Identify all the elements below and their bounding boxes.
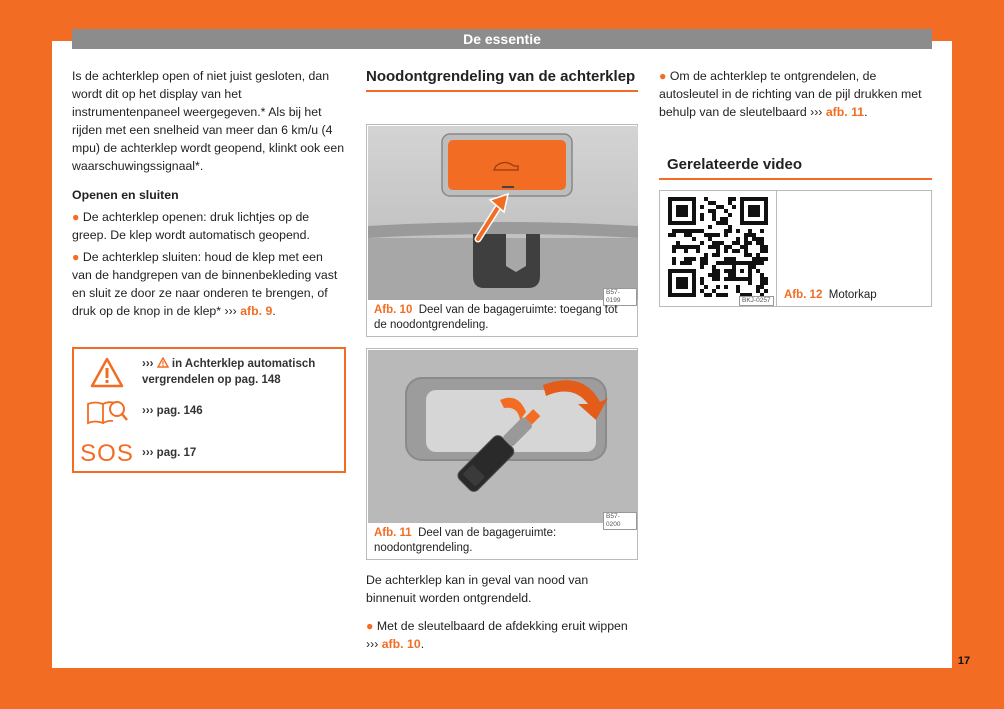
figure-10-caption — [374, 303, 630, 333]
ref-arrow: ››› — [810, 105, 823, 119]
subheading-open-close: Openen en sluiten — [72, 188, 179, 202]
small-warning-icon — [157, 358, 172, 370]
figure-ref-link[interactable]: afb. 9 — [240, 304, 273, 318]
figure-10-code: B57-0199 — [603, 288, 637, 306]
figure-11 — [366, 348, 638, 560]
figure-11-caption — [374, 526, 630, 556]
figure-10-illustration — [368, 126, 638, 300]
qr-code-icon[interactable] — [668, 197, 768, 297]
list-item-pry-cover — [366, 617, 638, 653]
bullet-icon: ● — [366, 619, 374, 633]
figure-12-code: BKJ-0257 — [739, 296, 774, 306]
sentence-end: . — [272, 304, 276, 318]
intro-paragraph: Is de achterklep open of niet juist gesloten, dan wordt dit op het display van het instrumentenpaneel weergegeven.* Als bij het rijden met een snelheid van meer dan 6 km/u (4 mpu) de achterklep wordt geopend, klinkt ook een waarschuwingssignaal*. — [72, 69, 345, 173]
figure-12-label: Afb. 12 — [784, 289, 823, 301]
ref-arrow: ››› — [142, 358, 154, 370]
column-left — [72, 67, 346, 320]
section-title-emergency-release: Noodontgrendeling van de achterklep — [366, 67, 638, 92]
sentence-end: . — [864, 105, 868, 119]
ref-arrow: ››› — [366, 637, 379, 651]
figure-12 — [659, 190, 932, 307]
figure-11-code: B57-0200 — [603, 512, 637, 530]
ref-arrow: ››› — [224, 304, 237, 318]
bullet-icon: ● — [72, 210, 80, 224]
sos-icon: SOS — [80, 440, 134, 467]
section-title-related-video: Gerelateerde video — [659, 155, 932, 180]
list-item-unlock — [659, 67, 932, 121]
reference-text-warning[interactable] — [142, 356, 342, 388]
chapter-header: De essentie — [72, 29, 932, 49]
figure-10 — [366, 124, 638, 337]
page-number: 17 — [957, 655, 971, 667]
figure-ref-link[interactable]: afb. 11 — [825, 105, 865, 119]
reference-row-warning — [74, 353, 344, 393]
list-item-pry-cover-text: Met de sleutelbaard de afdekking eruit wippen — [376, 619, 628, 633]
list-item-close — [72, 248, 346, 320]
reference-row-sos — [74, 435, 344, 471]
emergency-paragraph: De achterklep kan in geval van nood van binnenuit worden ontgrendeld. — [366, 573, 589, 605]
figure-11-caption-text: Deel van de bagageruimte: noodontgrendeling. — [374, 527, 557, 554]
reference-box — [72, 347, 346, 473]
bullet-icon: ● — [659, 69, 667, 83]
reference-text-sos[interactable]: ››› pag. 17 — [142, 447, 197, 459]
list-item-unlock-text: Om de achterklep te ontgrendelen, de autosleutel in de richting van de pijl drukken met behulp van de sleutelbaard — [659, 69, 922, 119]
reference-row-book — [74, 395, 344, 431]
figure-10-caption-text: Deel van de bagageruimte: toegang tot de noodontgrendeling. — [374, 304, 618, 331]
column-middle-body — [366, 571, 638, 653]
list-item-close-text: De achterklep sluiten: houd de klep met een van de handgrepen van de binnenbekleding vast en sluit ze door ze naar onderen te brengen, of druk op de knop in de klep* — [72, 250, 338, 318]
bullet-icon: ● — [72, 250, 80, 264]
qr-panel — [660, 191, 777, 306]
figure-12-caption-text: Motorkap — [828, 289, 877, 301]
book-search-icon — [80, 397, 134, 427]
figure-ref-link[interactable]: afb. 10 — [381, 637, 421, 651]
figure-10-label: Afb. 10 — [374, 304, 413, 316]
sentence-end: . — [420, 637, 425, 651]
list-item-open-text: De achterklep openen: druk lichtjes op de greep. De klep wordt automatisch geopend. — [72, 210, 310, 242]
figure-12-caption — [784, 288, 924, 303]
list-item-open — [72, 208, 346, 244]
figure-11-illustration — [368, 350, 638, 523]
column-middle — [366, 67, 638, 92]
column-right — [659, 67, 932, 180]
warning-triangle-icon — [80, 355, 134, 391]
figure-11-label: Afb. 11 — [374, 527, 412, 539]
reference-warning-label: in Achterklep automatisch vergrendelen op pag. 148 — [142, 358, 316, 386]
reference-text-book[interactable]: ››› pag. 146 — [142, 405, 203, 417]
